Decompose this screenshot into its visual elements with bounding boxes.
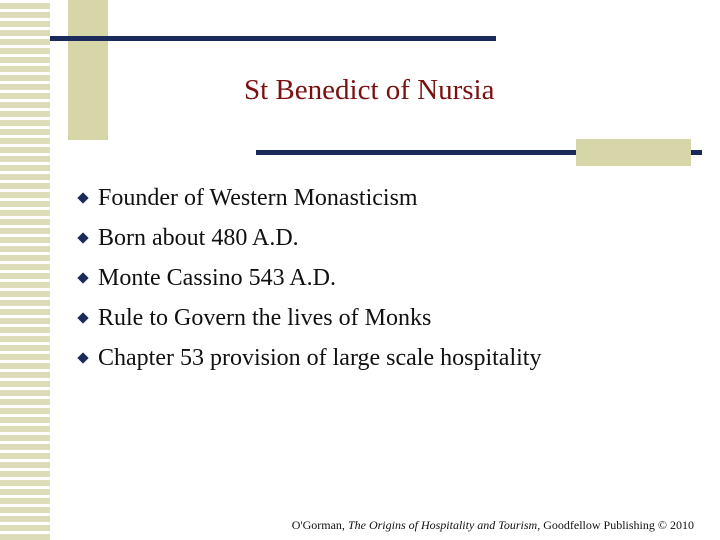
bullet-text: Chapter 53 provision of large scale hospitality	[98, 345, 542, 371]
bullet-text: Rule to Govern the lives of Monks	[98, 305, 432, 331]
bullet-item	[76, 338, 541, 378]
bullet-text: Born about 480 A.D.	[98, 225, 299, 251]
bullet-item	[76, 258, 541, 298]
accent-line-top	[50, 36, 496, 41]
diamond-bullet-icon	[77, 352, 88, 363]
accent-block-bottom	[576, 139, 691, 166]
bullet-text: Founder of Western Monasticism	[98, 185, 418, 211]
diamond-bullet-icon	[77, 192, 88, 203]
citation-author: O'Gorman,	[291, 518, 348, 532]
citation	[292, 518, 694, 533]
accent-block-top	[68, 0, 108, 140]
citation-publisher: , Goodfellow Publishing © 2010	[537, 518, 694, 532]
bullet-text: Monte Cassino 543 A.D.	[98, 265, 337, 291]
bullet-item	[76, 178, 541, 218]
decorative-stripes	[0, 0, 50, 540]
bullet-item	[76, 298, 541, 338]
slide-title: St Benedict of Nursia	[244, 74, 495, 106]
diamond-bullet-icon	[77, 232, 88, 243]
bullet-list	[76, 178, 541, 378]
citation-book-title: The Origins of Hospitality and Tourism	[347, 518, 538, 532]
diamond-bullet-icon	[77, 272, 88, 283]
diamond-bullet-icon	[77, 312, 88, 323]
bullet-item	[76, 218, 541, 258]
